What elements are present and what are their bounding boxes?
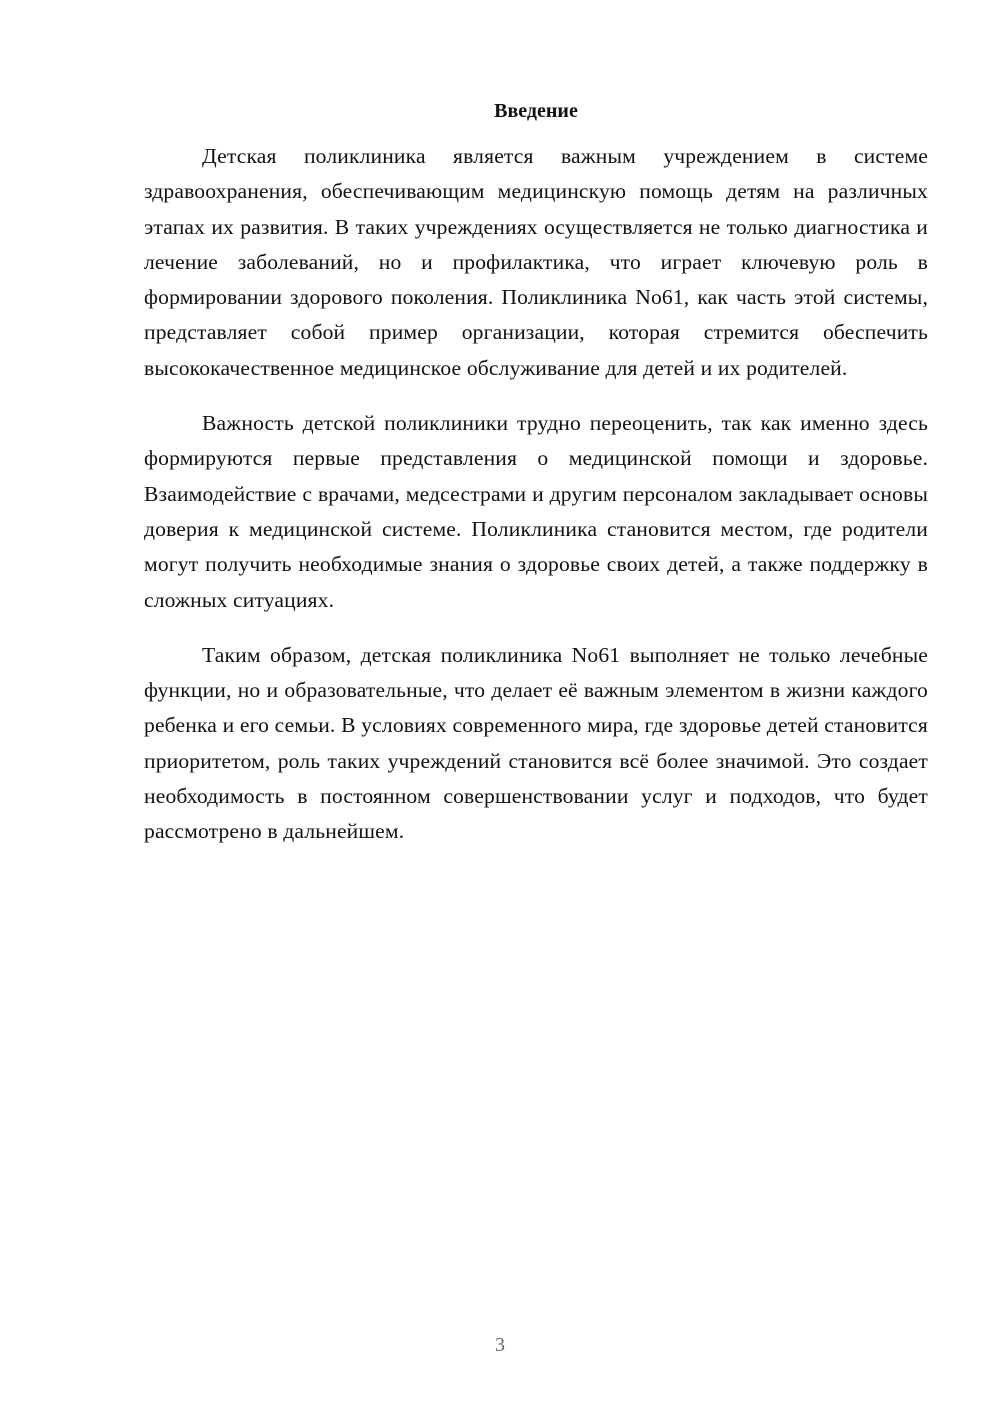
paragraph-3: Таким образом, детская поликлиника No61 выполняет не только лечебные функции, но и образовательные, что делает её важным элементом в жизни каждого ребенка и его семьи. В условиях современного мира, где здоровье детей становится приоритетом, роль таких учреждений становится всё более значимой. Это создает необходимость в постоянном совершенствовании услуг и подходов, что будет рассмотрено в дальнейшем. — [144, 642, 928, 844]
page-content — [144, 97, 928, 870]
paragraph-2: Важность детской поликлиники трудно переоценить, так как именно здесь формируются первые представления о медицинской помощи и здоровье. Взаимодействие с врачами, медсестрами и другим персоналом закладывает основы доверия к медицинской системе. Поликлиника становится местом, где родители могут получить необходимые знания о здоровье своих детей, а также поддержку в сложных ситуациях. — [144, 411, 928, 612]
paragraph-1: Детская поликлиника является важным учреждением в системе здравоохранения, обеспечивающим медицинскую помощь детям на различных этапах их развития. В таких учреждениях осуществляется не только диагностика и лечение заболеваний, но и профилактика, что играет ключевую роль в формировании здорового поколения. Поликлиника No61, как часть этой системы, представляет собой пример организации, которая стремится обеспечить высококачественное медицинское обслуживание для детей и их родителей. — [144, 144, 928, 380]
section-title: Введение — [494, 100, 578, 122]
page-number: 3 — [495, 1334, 505, 1356]
